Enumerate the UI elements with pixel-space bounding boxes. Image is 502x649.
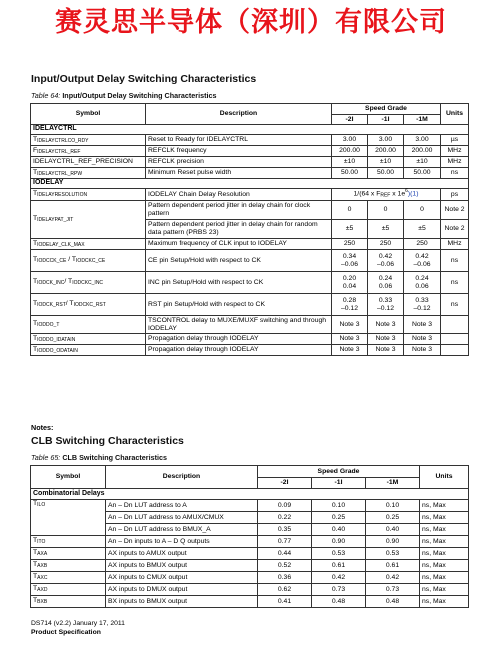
value-cell: ±10 (368, 157, 404, 168)
table-row (31, 135, 469, 146)
value-cell: 0.42 –0.06 (368, 250, 404, 272)
table-row (31, 157, 469, 168)
value-cell: ±5 (368, 220, 404, 239)
table-64-number: Table 64: (31, 91, 61, 100)
value-cell: Note 3 (332, 345, 368, 356)
col-header-units: Units (420, 466, 469, 489)
value-cell: 0.36 (258, 572, 312, 584)
value-cell: 0.53 (366, 548, 420, 560)
value-cell: 50.00 (368, 168, 404, 179)
value-cell: 0.41 (258, 596, 312, 608)
value-cell: 250 (404, 239, 441, 250)
units-cell: MHz (441, 157, 469, 168)
units-cell: ns (441, 168, 469, 179)
description-cell: AX inputs to AMUX output (106, 548, 258, 560)
col-header-grade: -1M (404, 115, 441, 125)
col-header-symbol: Symbol (31, 104, 146, 125)
table-row (31, 250, 469, 272)
symbol-cell: $T_{IODDO\_IDATAIN}$ (31, 334, 146, 345)
description-cell: AX inputs to CMUX output (106, 572, 258, 584)
description-cell: Maximum frequency of CLK input to IODELAY (146, 239, 332, 250)
value-cell: 0 (368, 201, 404, 220)
units-cell (441, 345, 469, 356)
description-cell: CE pin Setup/Hold with respect to CK (146, 250, 332, 272)
units-cell: ps (441, 189, 469, 201)
description-cell: AX inputs to BMUX output (106, 560, 258, 572)
value-cell: 0.09 (258, 500, 312, 512)
description-cell: RST pin Setup/Hold with respect to CK (146, 294, 332, 316)
value-cell: 0.53 (312, 548, 366, 560)
value-cell: 0.61 (366, 560, 420, 572)
value-cell: 0.73 (366, 584, 420, 596)
symbol-cell: $T_{IODDO\_ODATAIN}$ (31, 345, 146, 356)
value-cell: 50.00 (404, 168, 441, 179)
symbol-cell: $T_{IODCK\_RST}/$ $T_{IODCKC\_RST}$ (31, 294, 146, 316)
col-header-grade: -1M (366, 478, 420, 489)
value-cell: 0.48 (366, 596, 420, 608)
value-cell: 0.42 (312, 572, 366, 584)
table-row (31, 146, 469, 157)
value-cell: 0.48 (312, 596, 366, 608)
value-cell: 0 (404, 201, 441, 220)
value-cell: 0.33 –0.12 (368, 294, 404, 316)
table-row (31, 548, 469, 560)
table-64-title: Input/Output Delay Switching Characteristics (62, 91, 217, 100)
value-cell: 3.00 (332, 135, 368, 146)
col-header-units: Units (441, 104, 469, 125)
value-cell: Note 3 (404, 316, 441, 334)
footer-doc-id: DS714 (v2.2) January 17, 2011 (31, 620, 125, 627)
units-cell: ns, Max (420, 596, 469, 608)
value-cell: Note 3 (368, 334, 404, 345)
value-cell: 0.24 0.06 (404, 272, 441, 294)
description-cell: Propagation delay through IODELAY (146, 334, 332, 345)
units-cell: ns, Max (420, 536, 469, 548)
description-cell: An – Dn LUT address to A (106, 500, 258, 512)
table-row (31, 560, 469, 572)
value-cell: ±5 (404, 220, 441, 239)
description-cell: INC pin Setup/Hold with respect to CK (146, 272, 332, 294)
description-cell: BX inputs to BMUX output (106, 596, 258, 608)
value-cell: 0 (332, 201, 368, 220)
value-cell: Note 3 (332, 334, 368, 345)
units-cell: µs (441, 135, 469, 146)
table-row (31, 334, 469, 345)
symbol-cell: $T_{BXB}$ (31, 596, 106, 608)
units-cell (441, 334, 469, 345)
value-cell: Note 3 (332, 316, 368, 334)
units-cell: ns, Max (420, 500, 469, 512)
units-cell: Note 2 (441, 220, 469, 239)
symbol-cell: $T_{AXC}$ (31, 572, 106, 584)
description-cell: REFCLK precision (146, 157, 332, 168)
symbol-cell: $T_{ILO}$ (31, 500, 106, 536)
value-cell: 0.25 (312, 512, 366, 524)
units-cell: ns, Max (420, 512, 469, 524)
table-row (31, 168, 469, 179)
value-cell: 0.24 0.06 (368, 272, 404, 294)
value-cell: 250 (368, 239, 404, 250)
table-64-caption (31, 91, 216, 100)
notes-label: Notes: (31, 423, 54, 432)
group-row-iodelay: IODELAY (31, 179, 469, 189)
table-row (31, 201, 469, 220)
value-cell: 0.40 (366, 524, 420, 536)
units-cell: ns, Max (420, 548, 469, 560)
units-cell: MHz (441, 239, 469, 250)
footer-doc-type: Product Specification (31, 629, 101, 636)
value-cell: 0.90 (366, 536, 420, 548)
description-cell: Minimum Reset pulse width (146, 168, 332, 179)
symbol-cell: $T_{IODCCK\_CE} / T_{IODCKC\_CE}$ (31, 250, 146, 272)
value-cell: 0.61 (312, 560, 366, 572)
description-cell: Pattern dependent period jitter in delay chain for random data pattern (PRBS 23) (146, 220, 332, 239)
units-cell: ns, Max (420, 572, 469, 584)
value-cell: 0.28 –0.12 (332, 294, 368, 316)
formula-cell: 1/(64 x $F_{REF}$ x $1e^6)(1)$ (332, 189, 441, 201)
value-cell: 200.00 (404, 146, 441, 157)
col-header-description: Description (106, 466, 258, 489)
table-row (31, 239, 469, 250)
table-row (31, 584, 469, 596)
units-cell: Note 2 (441, 201, 469, 220)
units-cell (441, 316, 469, 334)
table-65-caption (31, 453, 167, 462)
value-cell: 0.90 (312, 536, 366, 548)
col-header-grade: -2I (332, 115, 368, 125)
value-cell: 250 (332, 239, 368, 250)
units-cell: ns (441, 272, 469, 294)
description-cell: REFCLK frequency (146, 146, 332, 157)
description-cell: AX inputs to DMUX output (106, 584, 258, 596)
description-cell: Reset to Ready for IDELAYCTRL (146, 135, 332, 146)
value-cell: 0.35 (258, 524, 312, 536)
value-cell: 0.10 (312, 500, 366, 512)
value-cell: ±10 (332, 157, 368, 168)
col-header-speed-grade: Speed Grade (258, 466, 420, 478)
symbol-cell: $T_{IODDO\_T}$ (31, 316, 146, 334)
symbol-cell: $T_{AXB}$ (31, 560, 106, 572)
value-cell: Note 3 (368, 345, 404, 356)
value-cell: 0.25 (366, 512, 420, 524)
table-row (31, 572, 469, 584)
value-cell: 0.42 –0.06 (404, 250, 441, 272)
units-cell: ns, Max (420, 524, 469, 536)
group-row-combinatorial: Combinatorial Delays (31, 489, 469, 500)
value-cell: 0.20 0.04 (332, 272, 368, 294)
value-cell: 0.52 (258, 560, 312, 572)
units-cell: ns (441, 250, 469, 272)
group-row-idelayctrl: IDELAYCTRL (31, 125, 469, 135)
units-cell: ns, Max (420, 560, 469, 572)
table-row (31, 316, 469, 334)
value-cell: 3.00 (404, 135, 441, 146)
col-header-grade: -1I (312, 478, 366, 489)
table-row (31, 500, 469, 512)
symbol-cell: $T_{IDELAYRESOLUTION}$ (31, 189, 146, 201)
value-cell: ±5 (332, 220, 368, 239)
value-cell: 0.77 (258, 536, 312, 548)
col-header-grade: -2I (258, 478, 312, 489)
value-cell: 0.73 (312, 584, 366, 596)
col-header-speed-grade: Speed Grade (332, 104, 441, 115)
table-row (31, 345, 469, 356)
symbol-cell: $T_{IDELAYPAT\_JIT}$ (31, 201, 146, 239)
description-cell: IODELAY Chain Delay Resolution (146, 189, 332, 201)
value-cell: 0.40 (312, 524, 366, 536)
footer (31, 619, 125, 637)
table-row (31, 189, 469, 201)
symbol-cell: $T_{IDELAYCTRLCO\_RDY}$ (31, 135, 146, 146)
symbol-cell: $T_{AXD}$ (31, 584, 106, 596)
table-row (31, 596, 469, 608)
value-cell: Note 3 (368, 316, 404, 334)
table-65-title: CLB Switching Characteristics (62, 453, 167, 462)
section-title-io-delay: Input/Output Delay Switching Characteristics (31, 73, 257, 85)
section-title-clb: CLB Switching Characteristics (31, 435, 184, 447)
table-65-number: Table 65: (31, 453, 61, 462)
description-cell: TSCONTROL delay to MUXE/MUXF switching and through IODELAY (146, 316, 332, 334)
value-cell: 0.33 –0.12 (404, 294, 441, 316)
value-cell: Note 3 (404, 334, 441, 345)
units-cell: ns (441, 294, 469, 316)
description-cell: An – Dn inputs to A – D Q outputs (106, 536, 258, 548)
value-cell: 3.00 (368, 135, 404, 146)
table-row (31, 294, 469, 316)
table-row (31, 272, 469, 294)
value-cell: 0.62 (258, 584, 312, 596)
description-cell: An – Dn LUT address to AMUX/CMUX (106, 512, 258, 524)
symbol-cell: $T_{IDELAYCTRL\_RPW}$ (31, 168, 146, 179)
value-cell: 0.22 (258, 512, 312, 524)
col-header-grade: -1I (368, 115, 404, 125)
value-cell: ±10 (404, 157, 441, 168)
value-cell: 0.10 (366, 500, 420, 512)
table-64 (30, 103, 469, 356)
value-cell: 50.00 (332, 168, 368, 179)
description-cell: Pattern dependent period jitter in delay chain for clock pattern (146, 201, 332, 220)
table-row (31, 536, 469, 548)
value-cell: Note 3 (404, 345, 441, 356)
units-cell: MHz (441, 146, 469, 157)
col-header-symbol: Symbol (31, 466, 106, 489)
symbol-cell: $T_{IODCK\_INC}/$ $T_{IODCKC\_INC}$ (31, 272, 146, 294)
table-65 (30, 465, 469, 608)
symbol-cell: IDELAYCTRL_REF_PRECISION (31, 157, 146, 168)
units-cell: ns, Max (420, 584, 469, 596)
description-cell: Propagation delay through IODELAY (146, 345, 332, 356)
col-header-description: Description (146, 104, 332, 125)
value-cell: 0.44 (258, 548, 312, 560)
company-banner: 赛灵思半导体（深圳）有限公司 (55, 7, 447, 38)
symbol-cell: $T_{ITO}$ (31, 536, 106, 548)
value-cell: 0.34 –0.06 (332, 250, 368, 272)
value-cell: 0.42 (366, 572, 420, 584)
symbol-cell: $T_{AXA}$ (31, 548, 106, 560)
value-cell: 200.00 (368, 146, 404, 157)
symbol-cell: $F_{IDELAYCTRL\_REF}$ (31, 146, 146, 157)
value-cell: 200.00 (332, 146, 368, 157)
description-cell: An – Dn LUT address to BMUX_A (106, 524, 258, 536)
symbol-cell: $T_{IODELAY\_CLK\_MAX}$ (31, 239, 146, 250)
